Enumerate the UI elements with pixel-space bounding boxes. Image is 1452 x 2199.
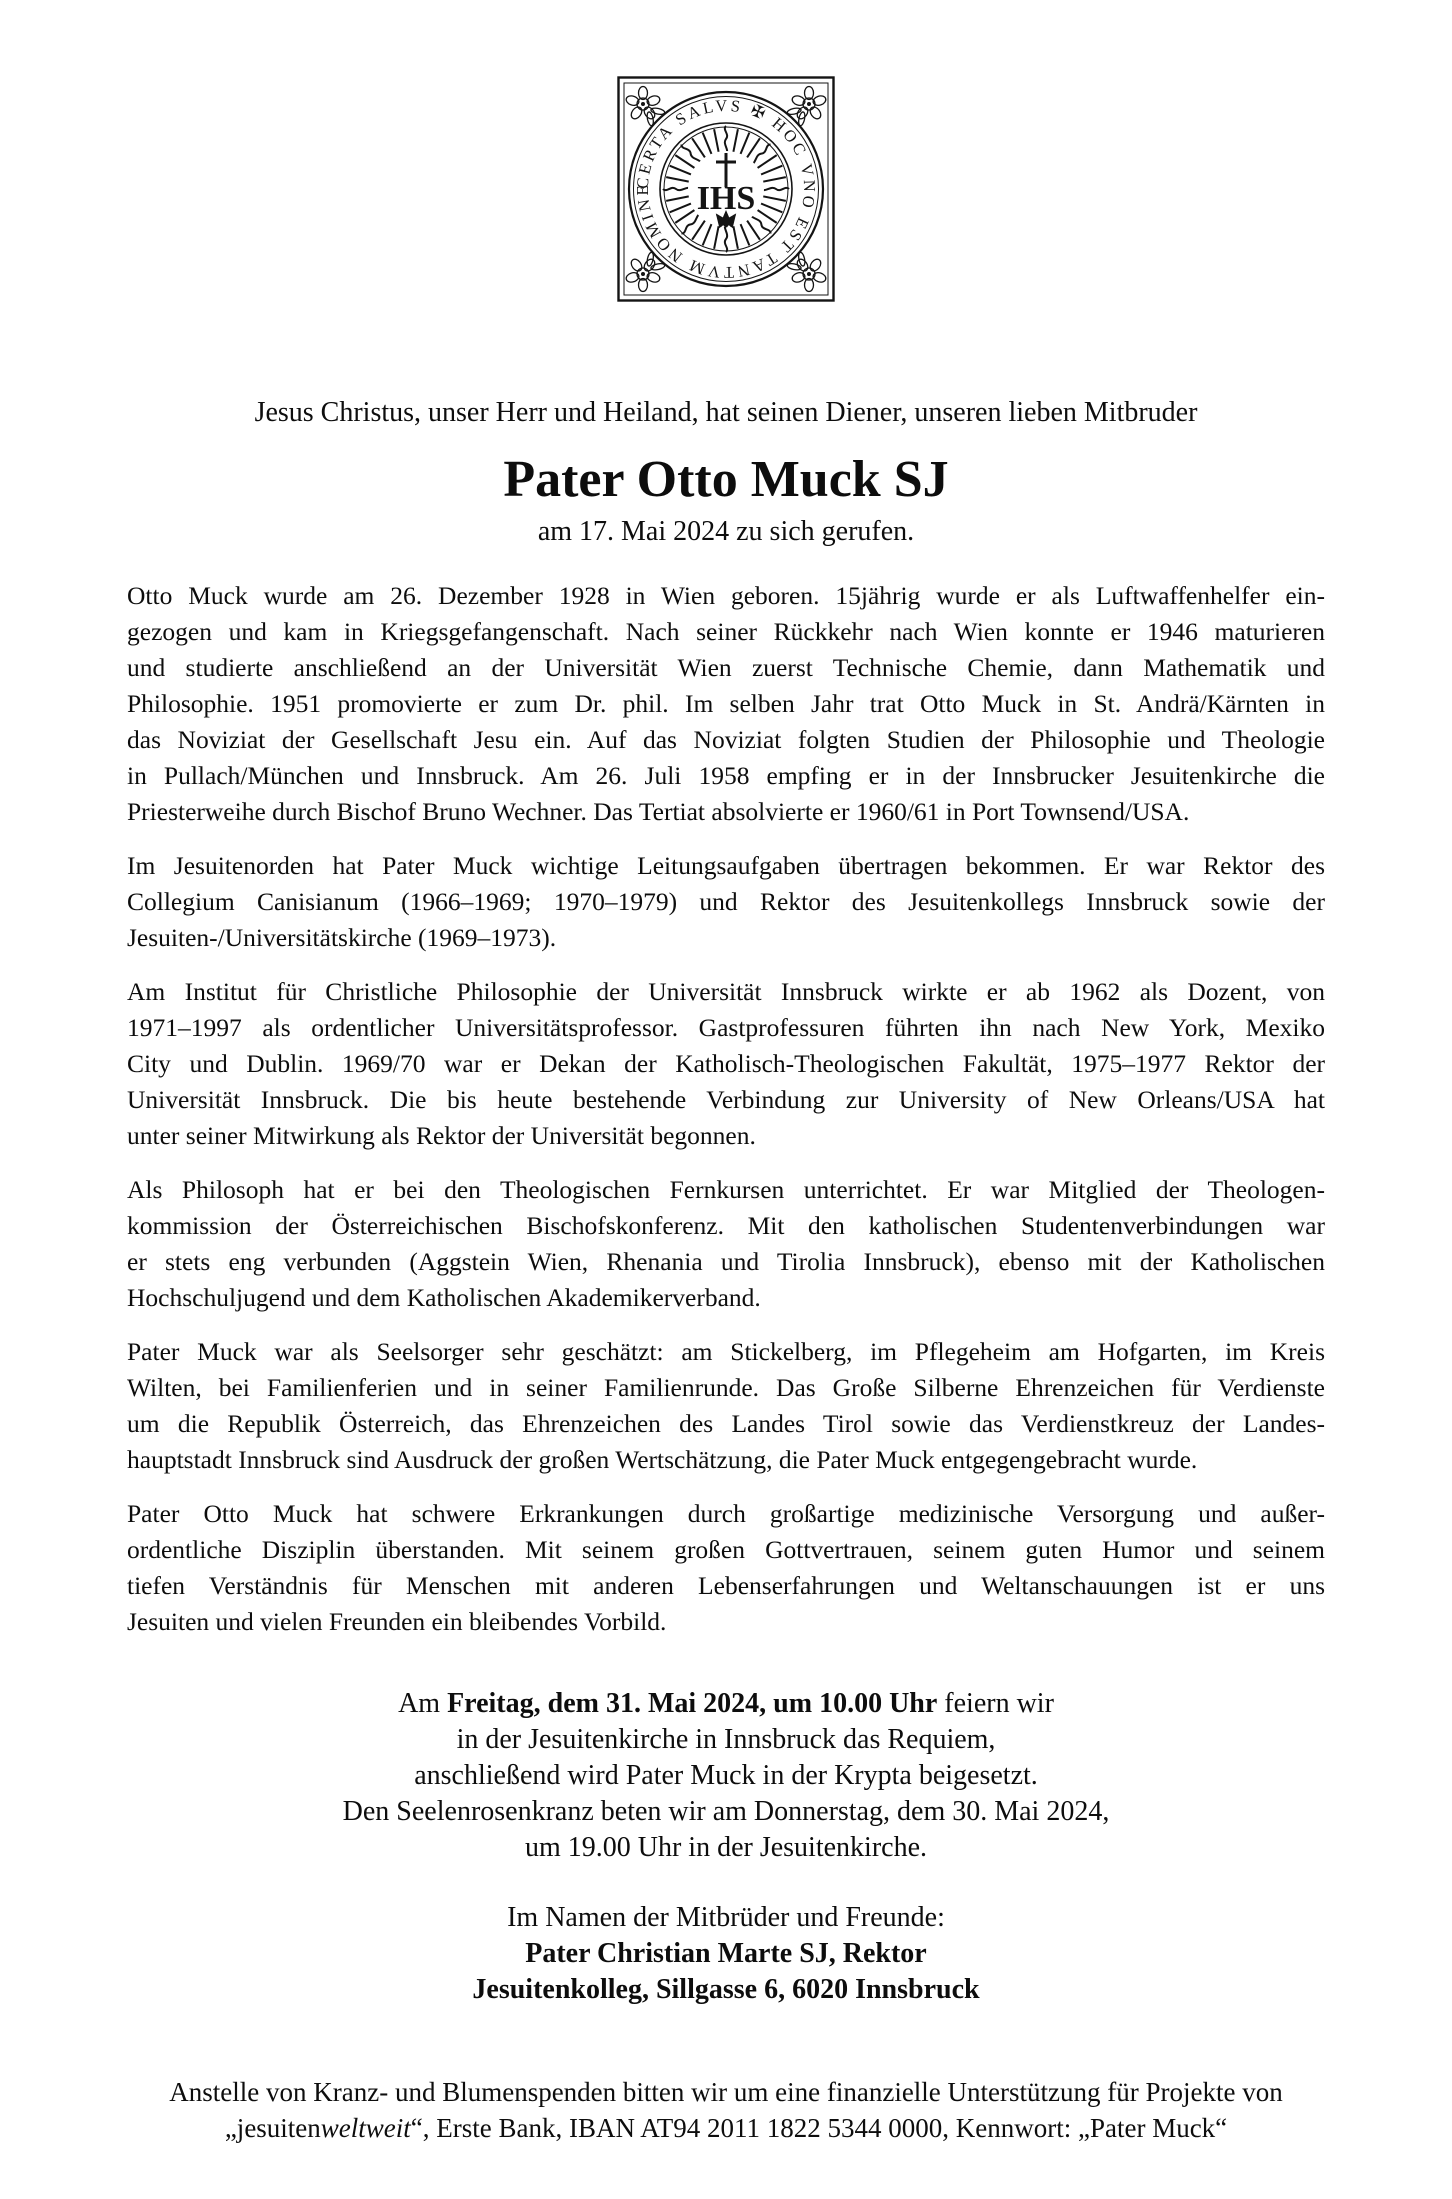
biography-line: Pater Muck war als Seelsorger sehr geschätzt: am Stickelberg, im Pflegeheim am Hofgarten, im Kreis [127, 1337, 1325, 1366]
biography-line: Jesuiten-/Universitätskirche (1969–1973). [127, 923, 557, 952]
ceremony-line-prefix: Am [398, 1688, 448, 1719]
donation-bank-info: “, Erste Bank, IBAN AT94 2011 1822 5344 0000, Kennwort: „Pater Muck“ [410, 2113, 1228, 2143]
ceremony-line: um 19.00 Uhr in der Jesuitenkirche. [524, 1832, 928, 1863]
ceremony-line-suffix: feiern wir [937, 1688, 1054, 1719]
biography-line: Collegium Canisianum (1966–1969; 1970–1979) und Rektor des Jesuitenkollegs Innsbruck sowie der [127, 887, 1325, 916]
biography-line: in Pullach/München und Innsbruck. Am 26. Juli 1958 empfing er in der Innsbrucker Jesuitenkirche die [127, 761, 1325, 790]
biography-paragraph [127, 1334, 1325, 1478]
motto-text: CERTA SALVS ✠ HOC VNO EST TANTVM NOMINE [632, 95, 820, 283]
biography-paragraph [127, 578, 1325, 830]
biography-paragraph [127, 848, 1325, 956]
biography-paragraph [127, 1172, 1325, 1316]
intro-line: Jesus Christus, unser Herr und Heiland, hat seinen Diener, unseren lieben Mitbruder [254, 397, 1198, 428]
biography-line: Pater Otto Muck hat schwere Erkrankungen durch großartige medizinische Versorgung und außer- [127, 1499, 1325, 1528]
biography-line: Jesuiten und vielen Freunden ein bleibendes Vorbild. [127, 1607, 667, 1636]
biography-line: 1971–1997 als ordentlicher Universitätsprofessor. Gastprofessuren führten ihn nach New York, Mexiko [127, 1013, 1325, 1042]
biography-line: tiefen Verständnis für Menschen mit anderen Lebenserfahrungen und Weltanschauungen ist er uns [127, 1571, 1325, 1600]
donation-org-italic: weltweit [320, 2113, 411, 2143]
biography-line: Priesterweihe durch Bischof Bruno Wechner. Das Tertiat absolvierte er 1960/61 in Port Townsend/USA. [127, 797, 1190, 826]
ceremony-line: anschließend wird Pater Muck in der Krypta beigesetzt. [414, 1760, 1038, 1791]
donation-note [60, 2074, 1392, 2146]
ceremony-line: in der Jesuitenkirche in Innsbruck das Requiem, [456, 1724, 996, 1755]
biography-line: Im Jesuitenorden hat Pater Muck wichtige Leitungsaufgaben übertragen bekommen. Er war Rektor des [127, 851, 1325, 880]
donation-org-prefix: „jesuiten [224, 2113, 321, 2143]
biography-line: City und Dublin. 1969/70 war er Dekan der Katholisch-Theologischen Fakultät, 1975–1977 Rektor der [127, 1049, 1325, 1078]
ceremony-line: Den Seelenrosenkranz beten wir am Donnerstag, dem 30. Mai 2024, [342, 1796, 1110, 1827]
biography-line: das Noviziat der Gesellschaft Jesu ein. Auf das Noviziat folgten Studien der Philosophie und Theologie [127, 725, 1325, 754]
biography-line: kommission der Österreichischen Bischofskonferenz. Mit den katholischen Studentenverbindungen war [127, 1211, 1325, 1240]
deceased-name-title: Pater Otto Muck SJ [503, 451, 949, 508]
biography-line: gezogen und kam in Kriegsgefangenschaft. Nach seiner Rückkehr nach Wien konnte er 1946 maturieren [127, 617, 1325, 646]
rector-name: Pater Christian Marte SJ, Rektor [525, 1938, 927, 1969]
biography-line: hauptstadt Innsbruck sind Ausdruck der großen Wertschätzung, die Pater Muck entgegengebracht wurde. [127, 1445, 1198, 1474]
college-address: Jesuitenkolleg, Sillgasse 6, 6020 Innsbruck [472, 1974, 980, 2005]
ceremony-datetime: Freitag, dem 31. Mai 2024, um 10.00 Uhr [447, 1688, 938, 1719]
biography-line: Otto Muck wurde am 26. Dezember 1928 in Wien geboren. 15jährig wurde er als Luftwaffenhelfer ein- [127, 581, 1325, 610]
biography-line: Am Institut für Christliche Philosophie der Universität Innsbruck wirkte er ab 1962 als Dozent, von [127, 977, 1325, 1006]
signature-block [60, 1900, 1392, 2008]
biography-line: um die Republik Österreich, das Ehrenzeichen des Landes Tirol sowie das Verdienstkreuz der Landes- [127, 1409, 1325, 1438]
biography-line: und studierte anschließend an der Universität Wien zuerst Technische Chemie, dann Mathematik und [127, 653, 1325, 682]
biography-line: Philosophie. 1951 promovierte er zum Dr. phil. Im selben Jahr trat Otto Muck in St. Andrä/Kärnten in [127, 689, 1325, 718]
donation-line [60, 2110, 1392, 2146]
donation-line: Anstelle von Kranz- und Blumenspenden bitten wir um eine finanzielle Unterstützung für Projekte von [169, 2077, 1283, 2107]
signature-intro: Im Namen der Mitbrüder und Freunde: [507, 1902, 945, 1933]
biography-line: Wilten, bei Familienferien und in seiner Familienrunde. Das Große Silberne Ehrenzeichen für Verdienste [127, 1373, 1325, 1402]
biography-section [127, 578, 1325, 1640]
biography-paragraph [127, 1496, 1325, 1640]
jesuit-ihs-emblem [616, 75, 836, 303]
biography-line: ordentliche Disziplin überstanden. Mit seinem großen Gottvertrauen, seinem guten Humor und seinem [127, 1535, 1325, 1564]
biography-line: er stets eng verbunden (Aggstein Wien, Rhenania und Tirolia Innsbruck), ebenso mit der Katholischen [127, 1247, 1325, 1276]
ceremony-line [60, 1686, 1392, 1722]
biography-line: Universität Innsbruck. Die bis heute bestehende Verbindung zur University of New Orleans/USA hat [127, 1085, 1325, 1114]
biography-line: Hochschuljugend und dem Katholischen Akademikerverband. [127, 1283, 761, 1312]
death-date-line: am 17. Mai 2024 zu sich gerufen. [537, 516, 915, 547]
ihs-monogram: IHS [696, 180, 756, 217]
biography-line: unter seiner Mitwirkung als Rektor der Universität begonnen. [127, 1121, 756, 1150]
biography-line: Als Philosoph hat er bei den Theologischen Fernkursen unterrichtet. Er war Mitglied der Theologen- [127, 1175, 1325, 1204]
ceremony-announcement [60, 1686, 1392, 1866]
biography-paragraph [127, 974, 1325, 1154]
